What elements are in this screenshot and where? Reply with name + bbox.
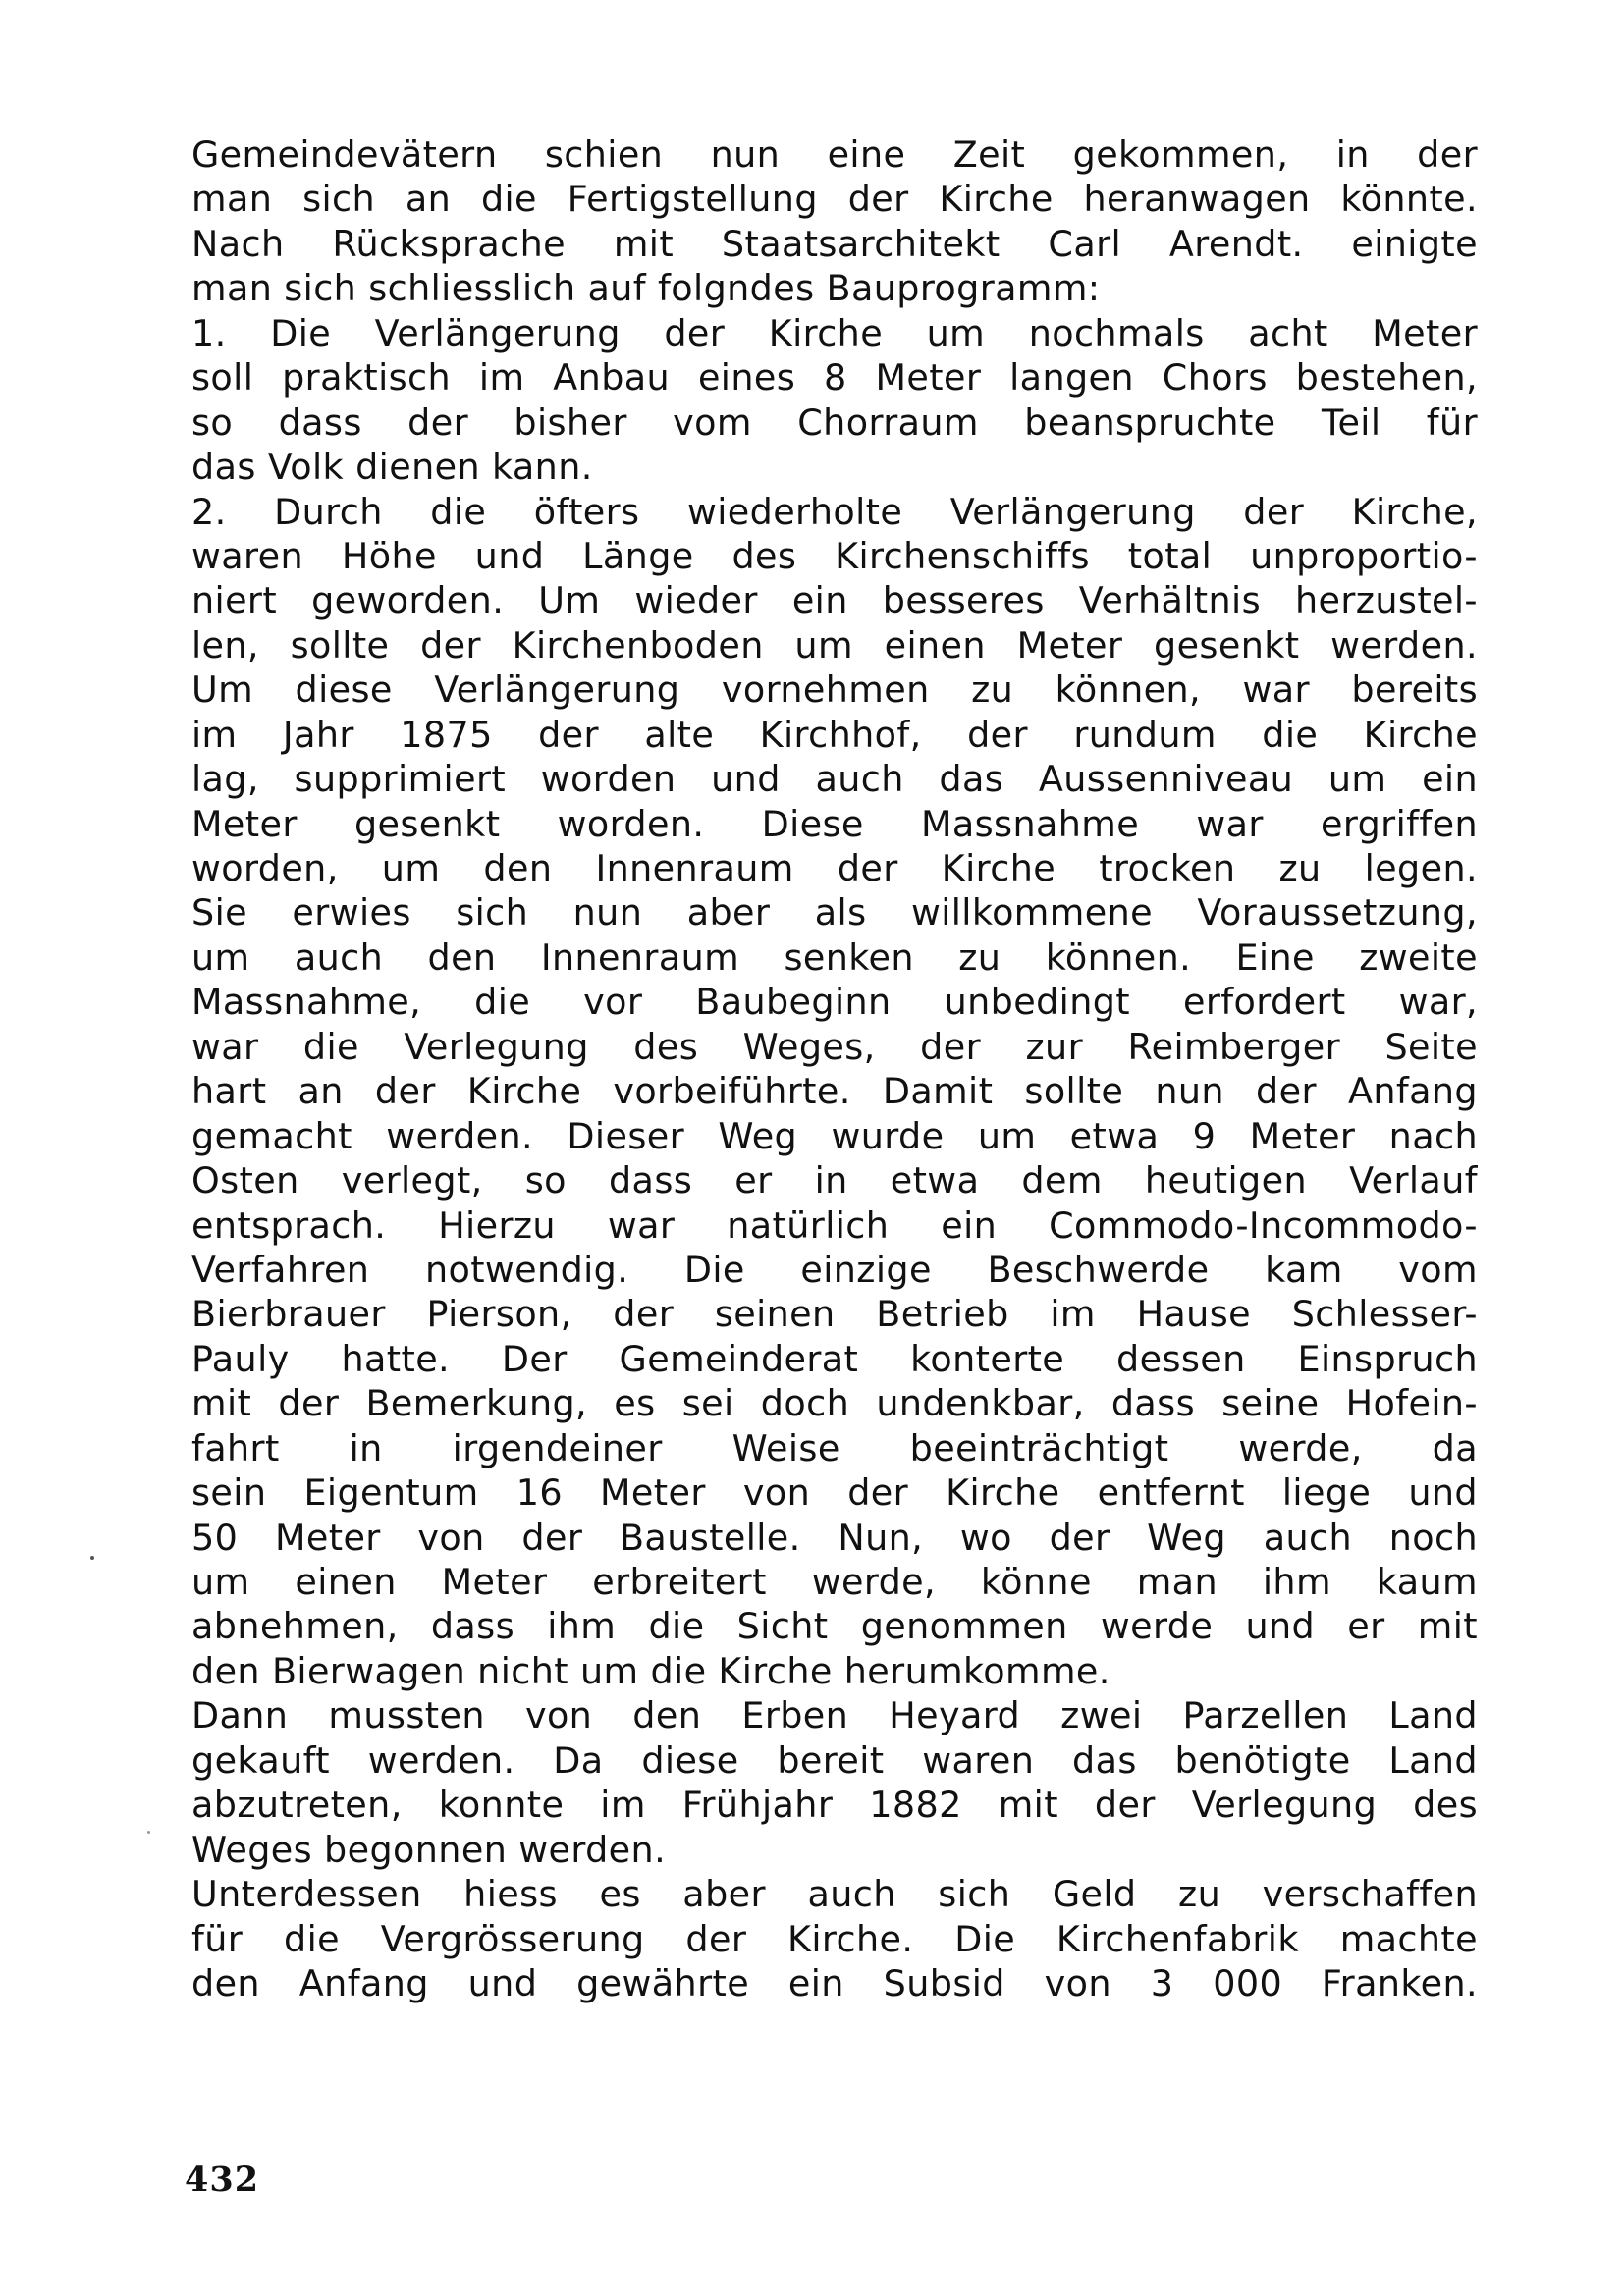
text-line: Gemeindevätern schien nun eine Zeit gekommen, in der [191, 133, 1478, 176]
scan-speck [147, 1831, 150, 1834]
text-line: soll praktisch im Anbau eines 8 Meter langen Chors bestehen, [191, 356, 1478, 400]
text-line: Meter gesenkt worden. Diese Massnahme war ergriffen [191, 802, 1478, 845]
page-number: 432 [185, 2160, 260, 2200]
text-line: waren Höhe und Länge des Kirchenschiffs total unproportio- [191, 534, 1478, 577]
text-line: 1. Die Verlängerung der Kirche um nochmals acht Meter [191, 311, 1478, 354]
text-line: Sie erwies sich nun aber als willkommene Voraussetzung, [191, 891, 1478, 934]
text-line: gekauft werden. Da diese bereit waren das benötigte Land [191, 1738, 1478, 1782]
text-line: Unterdessen hiess es aber auch sich Geld zu verschaffen [191, 1873, 1478, 1916]
text-line: Massnahme, die vor Baubeginn unbedingt erfordert war, [191, 981, 1478, 1024]
text-line: den Bierwagen nicht um die Kirche herumkomme. [191, 1649, 1110, 1692]
scan-speck [90, 1556, 94, 1560]
text-line: das Volk dienen kann. [191, 446, 593, 489]
text-line: Verfahren notwendig. Die einzige Beschwerde kam vom [191, 1248, 1478, 1291]
text-line: Bierbrauer Pierson, der seinen Betrieb im Hause Schlesser- [191, 1293, 1478, 1336]
text-line: abzutreten, konnte im Frühjahr 1882 mit der Verlegung des [191, 1784, 1478, 1827]
text-line: um auch den Innenraum senken zu können. Eine zweite [191, 935, 1478, 979]
text-line: Osten verlegt, so dass er in etwa dem heutigen Verlauf [191, 1159, 1478, 1202]
text-line: Pauly hatte. Der Gemeinderat konterte dessen Einspruch [191, 1337, 1478, 1380]
text-line: man sich schliesslich auf folgndes Bauprogramm: [191, 267, 1101, 310]
text-line: niert geworden. Um wieder ein besseres Verhältnis herzustel- [191, 579, 1478, 622]
text-line: fahrt in irgendeiner Weise beeinträchtigt werde, da [191, 1426, 1478, 1469]
text-line: Weges begonnen werden. [191, 1828, 667, 1871]
text-line: so dass der bisher vom Chorraum beanspruchte Teil für [191, 400, 1478, 444]
text-line: man sich an die Fertigstellung der Kirche heranwagen könnte. [191, 178, 1478, 221]
text-line: lag, supprimiert worden und auch das Aussenniveau um ein [191, 758, 1478, 801]
text-line: Dann mussten von den Erben Heyard zwei Parzellen Land [191, 1694, 1478, 1737]
text-line: mit der Bemerkung, es sei doch undenkbar, dass seine Hofein- [191, 1382, 1478, 1425]
text-line: war die Verlegung des Weges, der zur Reimberger Seite [191, 1025, 1478, 1068]
text-line: gemacht werden. Dieser Weg wurde um etwa 9 Meter nach [191, 1114, 1478, 1157]
text-line: hart an der Kirche vorbeiführte. Damit sollte nun der Anfang [191, 1070, 1478, 1113]
text-line: 50 Meter von der Baustelle. Nun, wo der Weg auch noch [191, 1516, 1478, 1559]
text-line: entsprach. Hierzu war natürlich ein Commodo-Incommodo- [191, 1203, 1478, 1247]
text-line: um einen Meter erbreitert werde, könne man ihm kaum [191, 1561, 1478, 1603]
text-line: 2. Durch die öfters wiederholte Verlängerung der Kirche, [191, 490, 1478, 533]
text-line: abnehmen, dass ihm die Sicht genommen werde und er mit [191, 1605, 1478, 1648]
text-line: sein Eigentum 16 Meter von der Kirche entfernt liege und [191, 1471, 1478, 1515]
text-line: len, sollte der Kirchenboden um einen Meter gesenkt werden. [191, 623, 1478, 667]
text-line: im Jahr 1875 der alte Kirchhof, der rundum die Kirche [191, 713, 1478, 756]
text-line: den Anfang und gewährte ein Subsid von 3 000 Franken. [191, 1961, 1478, 2004]
text-line: Um diese Verlängerung vornehmen zu können, war bereits [191, 668, 1478, 712]
body-text [191, 133, 1478, 2005]
text-line: für die Vergrösserung der Kirche. Die Kirchenfabrik machte [191, 1917, 1478, 1960]
text-line: Nach Rücksprache mit Staatsarchitekt Carl Arendt. einigte [191, 222, 1478, 265]
text-line: worden, um den Innenraum der Kirche trocken zu legen. [191, 847, 1478, 889]
